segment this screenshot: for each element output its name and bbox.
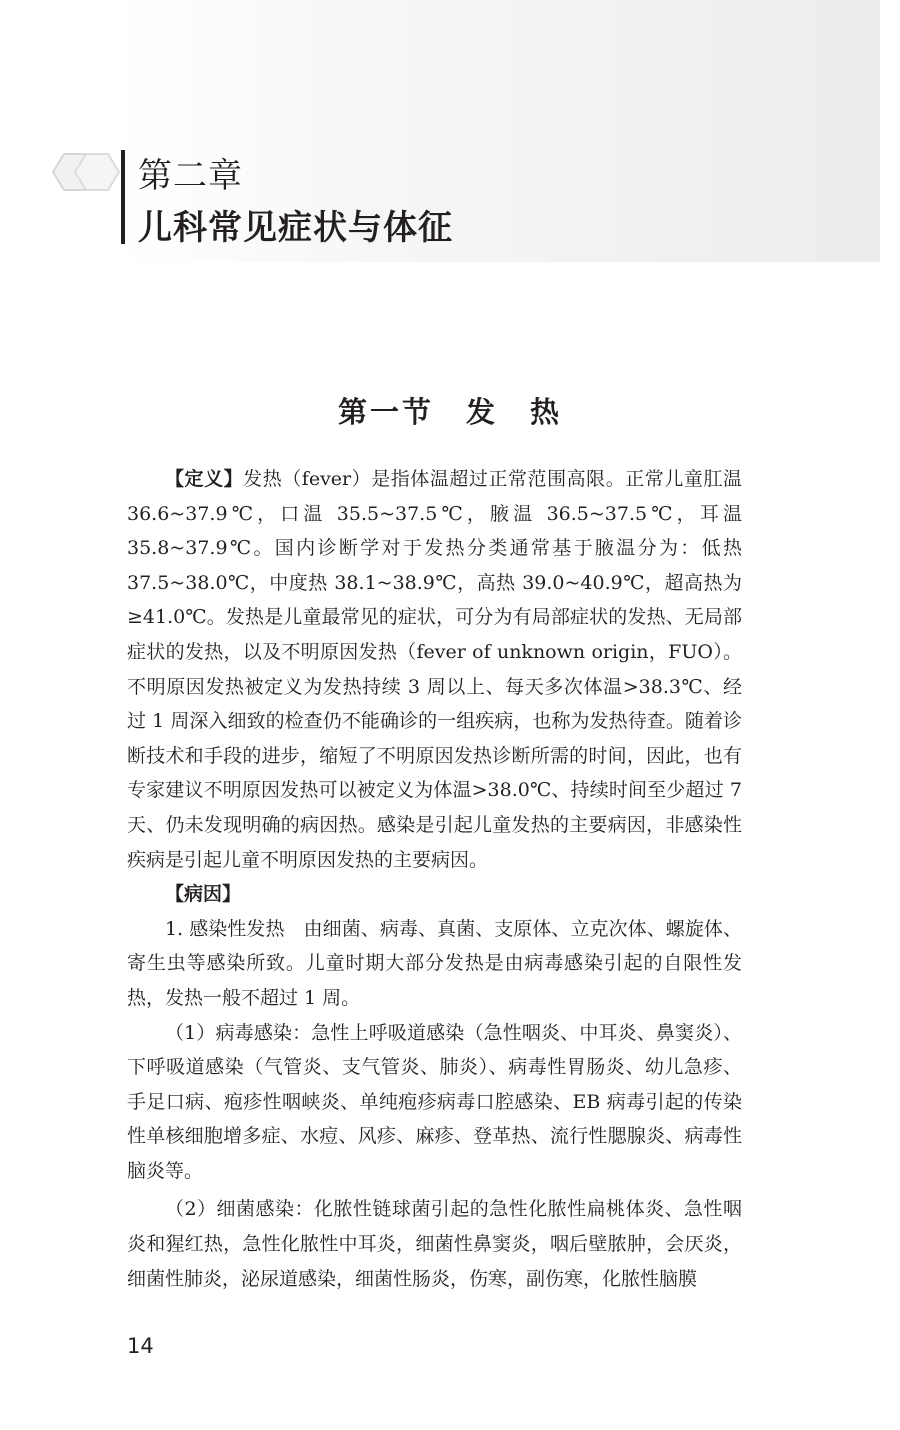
body-text [127, 462, 742, 1296]
etiology-tag: 【病因】 [165, 883, 242, 906]
section-title: 第一节 发 热 [337, 395, 562, 429]
viral-paragraph: （1）病毒感染：急性上呼吸道感染（急性咽炎、中耳炎、鼻窦炎）、下呼吸道感染（气管炎、支气管炎、肺炎）、病毒性胃肠炎、幼儿急疹、手足口病、疱疹性咽峡炎、单纯疱疹病毒口腔感染、EB 病毒引起的传染性单核细胞增多症、水痘、风疹、麻疹、登革热、流行性腮腺炎、病毒性脑炎等。 [127, 1021, 742, 1182]
hexagon-outline-icon [74, 152, 120, 192]
definition-text: 发热（fever）是指体温超过正常范围高限。正常儿童肛温 36.6~37.9℃，口温 35.5~37.5℃，腋温 36.5~37.5℃，耳温 35.8~37.9℃。国内诊断学对于发热分类通常基于腋温分为：低热 37.5~38.0℃，中度热 38.1~38.9℃，高热 39.0~40.9℃，超高热为≥41.0℃。发热是儿童最常见的症状，可分为有局部症状的发热、无局部症状的发热，以及不明原因发热（fever of unknown origin，FUO）。不明原因发热被定义为发热持续 3 周以上、每天多次体温>38.3℃、经过 1 周深入细致的检查仍不能确诊的一组疾病，也称为发热待查。随着诊断技术和手段的进步，缩短了不明原因发热诊断所需的时间，因此，也有专家建议不明原因发热可以被定义为体温>38.0℃、持续时间至少超过 7 天、仍未发现明确的病因热。感染是引起儿童发热的主要病因，非感染性疾病是引起儿童不明原因发热的主要病因。 [127, 468, 742, 871]
chapter-label: 第二章 [138, 156, 243, 196]
infection-text: 由细菌、病毒、真菌、支原体、立克次体、螺旋体、寄生虫等感染所致。儿童时期大部分发热是由病毒感染引起的自限性发热，发热一般不超过 1 周。 [127, 917, 742, 1009]
infection-heading: 1. 感染性发热 [165, 917, 285, 940]
etiology-paragraph [127, 877, 742, 912]
chapter-title: 儿科常见症状与体征 [138, 208, 453, 248]
chapter-divider [121, 150, 125, 244]
definition-paragraph [127, 462, 742, 877]
bacterial-paragraph: （2）细菌感染：化脓性链球菌引起的急性化脓性扁桃体炎、急性咽炎和猩红热，急性化脓性中耳炎，细菌性鼻窦炎，咽后壁脓肿，会厌炎，细菌性肺炎，泌尿道感染，细菌性肠炎，伤寒，副伤寒，化脓性脑膜 [127, 1198, 742, 1290]
page-number: 14 [127, 1334, 154, 1358]
infection-paragraph [127, 912, 742, 1016]
definition-tag: 【定义】 [165, 468, 244, 490]
